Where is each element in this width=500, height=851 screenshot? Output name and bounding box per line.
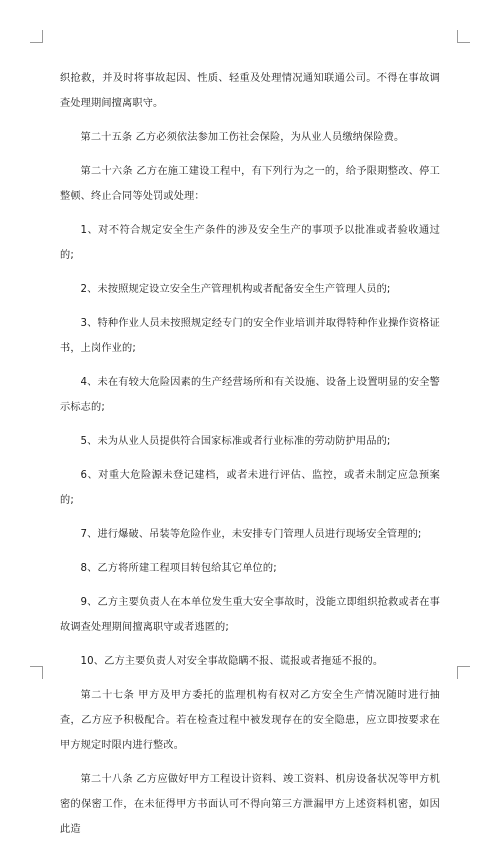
list-item: 3、特种作业人员未按照规定经专门的安全作业培训并取得特种作业操作资格证书，上岗作业的; (60, 318, 440, 354)
list-item: 8、乙方将所建工程项目转包给其它单位的; (80, 563, 277, 574)
list-item: 2、未按照规定设立安全生产管理机构或者配备安全生产管理人员的; (80, 284, 391, 295)
crop-mark-bottom-left (30, 666, 43, 679)
article-26-paragraph: 第二十六条 乙方在施工建设工程中，有下列行为之一的，给予限期整改、停工整顿、终止合同等处罚或处理： (60, 166, 440, 202)
article-28-paragraph: 第二十八条 乙方应做好甲方工程设计资料、竣工资料、机房设备状况等甲方机密的保密工作，在未征得甲方书面认可不得向第三方泄漏甲方上述资料机密，如因此造 (60, 774, 440, 835)
list-item: 10、乙方主要负责人对安全事故隐瞒不报、谎报或者拖延不报的。 (80, 656, 384, 667)
crop-mark-top-left (30, 30, 43, 43)
crop-mark-top-right (457, 30, 470, 43)
list-item: 5、未为从业人员提供符合国家标准或者行业标准的劳动防护用品的; (80, 436, 391, 447)
paragraph: 织抢救，并及时将事故起因、性质、轻重及处理情况通知联通公司。不得在事故调查处理期间擅离职守。 (60, 73, 440, 109)
article-27-paragraph: 第二十七条 甲方及甲方委托的监理机构有权对乙方安全生产情况随时进行抽查，乙方应予积极配合。若在检查过程中被发现存在的安全隐患，应立即按要求在甲方规定时限内进行整改。 (60, 690, 440, 751)
list-item: 7、进行爆破、吊装等危险作业，未安排专门管理人员进行现场安全管理的; (80, 529, 422, 540)
crop-mark-bottom-right (457, 666, 470, 679)
article-25-paragraph: 第二十五条 乙方必须依法参加工伤社会保险，为从业人员缴纳保险费。 (80, 132, 405, 143)
list-item: 4、未在有较大危险因素的生产经营场所和有关设施、设备上设置明显的安全警示标志的; (60, 377, 440, 413)
document-body (60, 66, 440, 851)
list-item: 9、乙方主要负责人在本单位发生重大安全事故时，没能立即组织抢救或者在事故调查处理期间擅离职守或者逃匿的; (60, 597, 440, 633)
list-item: 1、对不符合规定安全生产条件的涉及安全生产的事项予以批准或者验收通过的; (60, 225, 440, 261)
list-item: 6、对重大危险源未登记建档，或者未进行评估、监控，或者未制定应急预案的; (60, 470, 440, 506)
